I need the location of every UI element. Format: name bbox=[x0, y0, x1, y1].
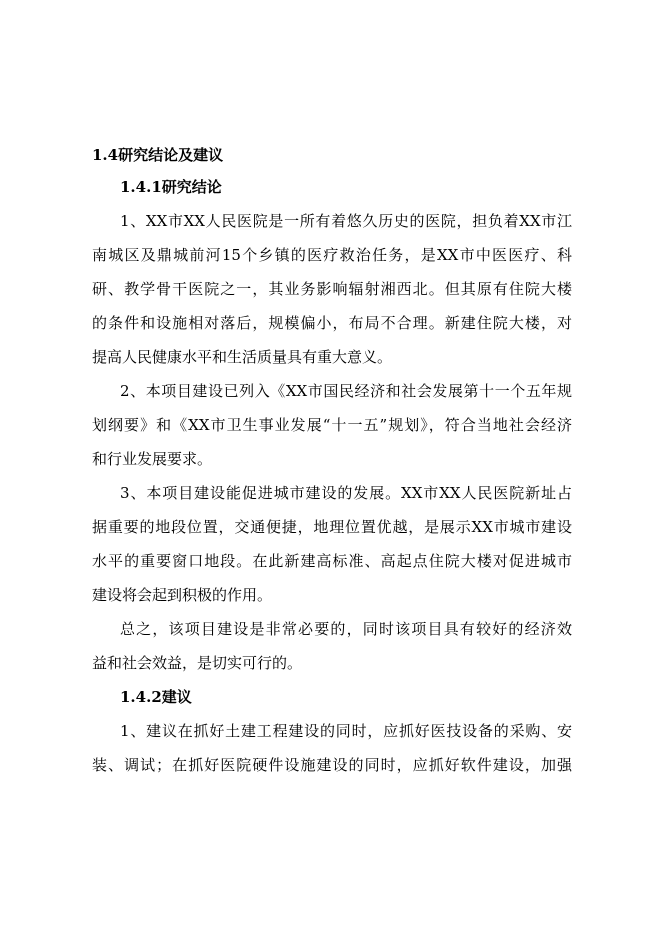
text-line: 总之，该项目建设是非常必要的，同时该项目具有较好的经济效 bbox=[120, 620, 572, 638]
text-line: 水平的重要窗口地段。在此新建高标准、高起点住院大楼对促进城市 bbox=[92, 552, 572, 570]
suggestion-paragraph-1 bbox=[92, 714, 572, 782]
text-line: 研、教学骨干医院之一，其业务影响辐射湘西北。但其原有住院大楼 bbox=[92, 280, 572, 298]
text-line: 2、本项目建设已列入《XX市国民经济和社会发展第十一个五年规 bbox=[120, 382, 572, 400]
text-line: 提高人民健康水平和生活质量具有重大意义。 bbox=[92, 348, 393, 366]
text-line: 据重要的地段位置，交通便捷，地理位置优越，是展示XX市城市建设 bbox=[92, 518, 572, 536]
section-heading: 1.4研究结论及建议 bbox=[92, 146, 224, 164]
conclusion-paragraph-2 bbox=[92, 374, 572, 476]
text-line: 建设将会起到积极的作用。 bbox=[92, 586, 273, 604]
conclusion-summary-paragraph bbox=[92, 612, 572, 680]
text-line: 1、XX市XX人民医院是一所有着悠久历史的医院，担负着XX市江 bbox=[120, 212, 572, 230]
text-line: 装、调试；在抓好医院硬件设施建设的同时，应抓好软件建设，加强 bbox=[92, 756, 572, 774]
subsection-heading-conclusions: 1.4.1研究结论 bbox=[120, 178, 222, 196]
document-body bbox=[92, 140, 572, 782]
text-line: 南城区及鼎城前河15个乡镇的医疗救治任务，是XX市中医医疗、科 bbox=[92, 246, 572, 264]
text-line: 1、建议在抓好土建工程建设的同时，应抓好医技设备的采购、安 bbox=[120, 722, 572, 740]
subsection-heading-suggestions: 1.4.2建议 bbox=[120, 688, 192, 706]
text-line: 益和社会效益，是切实可行的。 bbox=[92, 654, 303, 672]
conclusion-paragraph-3 bbox=[92, 476, 572, 612]
conclusion-paragraph-1 bbox=[92, 204, 572, 374]
text-line: 的条件和设施相对落后，规模偏小，布局不合理。新建住院大楼，对 bbox=[92, 314, 572, 332]
text-line: 3、本项目建设能促进城市建设的发展。XX市XX人民医院新址占 bbox=[120, 484, 572, 502]
text-line: 划纲要》和《XX市卫生事业发展“十一五”规划》，符合当地社会经济 bbox=[92, 416, 572, 434]
text-line: 和行业发展要求。 bbox=[92, 450, 213, 468]
